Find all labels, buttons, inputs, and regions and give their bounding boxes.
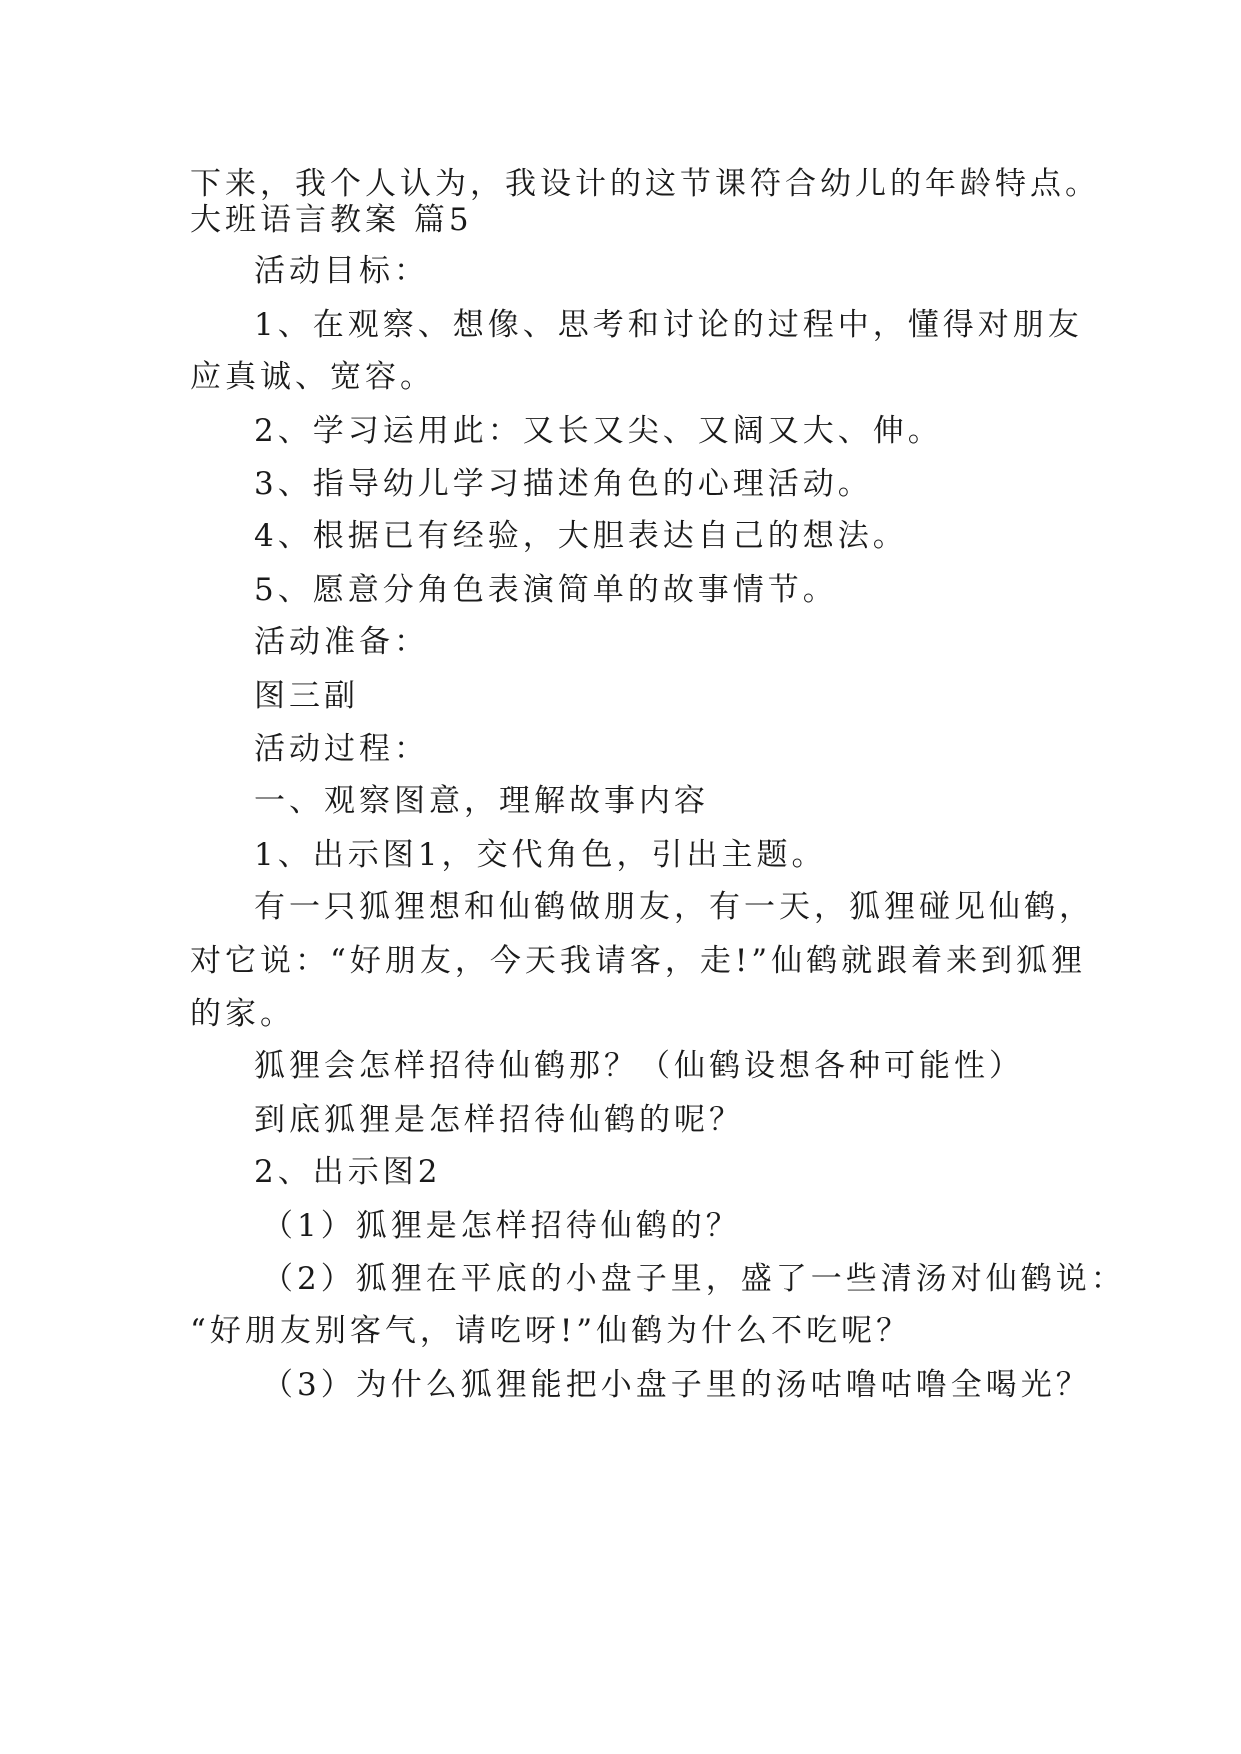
text-line: 活动准备：: [254, 624, 429, 660]
text-line: 1、在观察、想像、思考和讨论的过程中，懂得对朋友: [254, 307, 1083, 343]
text-line: （1）狐狸是怎样招待仙鹤的？: [262, 1208, 741, 1244]
text-line: 活动过程：: [254, 731, 429, 767]
text-line: 狐狸会怎样招待仙鹤那？（仙鹤设想各种可能性）: [254, 1048, 1024, 1084]
text-line: 下来，我个人认为，我设计的这节课符合幼儿的年龄特点。: [190, 166, 1100, 202]
text-line: 3、指导幼儿学习描述角色的心理活动。: [254, 466, 873, 502]
text-line: 应真诚、宽容。: [190, 359, 435, 395]
text-line: 对它说：“好朋友，今天我请客，走!”仙鹤就跟着来到狐狸: [190, 943, 1087, 979]
text-line: 1、出示图1，交代角色，引出主题。: [254, 837, 827, 873]
text-line: （3）为什么狐狸能把小盘子里的汤咕噜咕噜全喝光？: [262, 1367, 1091, 1403]
text-line: 活动目标：: [254, 253, 429, 289]
text-line: 4、根据已有经验，大胆表达自己的想法。: [254, 518, 908, 554]
text-line: 的家。: [190, 996, 295, 1032]
text-line: 有一只狐狸想和仙鹤做朋友，有一天，狐狸碰见仙鹤，: [254, 889, 1094, 925]
text-line: 一、观察图意，理解故事内容: [254, 783, 709, 819]
text-line: 到底狐狸是怎样招待仙鹤的呢？: [254, 1102, 744, 1138]
text-line: “好朋友别客气，请吃呀!”仙鹤为什么不吃呢？: [190, 1313, 912, 1349]
text-line: （2）狐狸在平底的小盘子里，盛了一些清汤对仙鹤说：: [262, 1261, 1126, 1297]
text-line: 2、学习运用此：又长又尖、又阔又大、伸。: [254, 413, 943, 449]
section-heading: 大班语言教案 篇5: [190, 202, 473, 238]
text-line: 2、出示图2: [254, 1154, 442, 1190]
text-line: 5、愿意分角色表演简单的故事情节。: [254, 572, 838, 608]
text-line: 图三副: [254, 678, 359, 714]
